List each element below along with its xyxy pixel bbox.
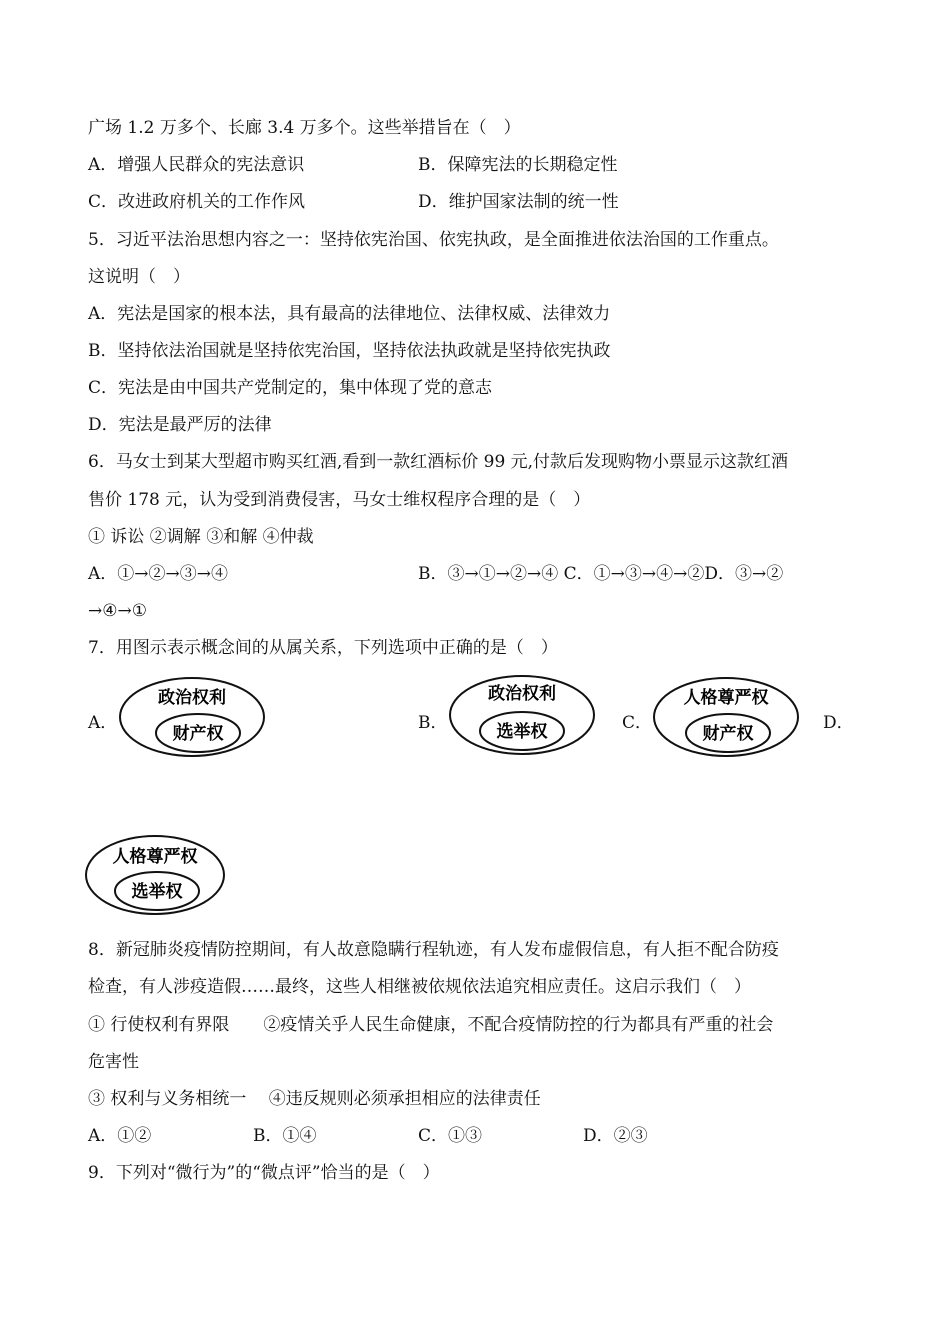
q8-stem-line1: 8．新冠肺炎疫情防控期间，有人故意隐瞒行程轨迹，有人发布虚假信息，有人拒不配合防疫 (88, 940, 779, 960)
q7-diagram-a (118, 676, 266, 758)
q4-option-c: C．改进政府机关的工作作风 (88, 192, 306, 212)
q7-b-outer-label: 政治权利 (488, 684, 556, 704)
q7-stem: 7．用图示表示概念间的从属关系，下列选项中正确的是（ ） (88, 638, 558, 658)
q5-stem-line1: 5．习近平法治思想内容之一：坚持依宪治国、依宪执政，是全面推进依法治国的工作重点。 (88, 230, 779, 250)
q8-option-b: B．①④ (253, 1126, 317, 1146)
q5-stem-line2: 这说明（ ） (88, 267, 190, 287)
q7-a-outer-label: 政治权利 (158, 688, 226, 708)
q5-option-a: A．宪法是国家的根本法，具有最高的法律地位、法律权威、法律效力 (88, 304, 611, 324)
q5-option-d: D．宪法是最严厉的法律 (88, 415, 272, 435)
q7-diagram-c (652, 676, 800, 758)
q8-option-d: D．②③ (583, 1126, 648, 1146)
q4-option-d: D．维护国家法制的统一性 (418, 192, 619, 212)
q5-option-b: B．坚持依法治国就是坚持依宪治国，坚持依法执政就是坚持依宪执政 (88, 341, 611, 361)
q6-options-bcd: B．③→①→②→④ C．①→③→④→②D．③→② (418, 564, 784, 584)
q4-option-b: B．保障宪法的长期稳定性 (418, 155, 618, 175)
q8-item-2-cont: 危害性 (88, 1052, 139, 1072)
q7-c-inner-label: 财产权 (702, 724, 754, 744)
q7-diagram-d (84, 834, 228, 916)
q7-option-c-label: C． (622, 713, 653, 733)
q7-option-d-label: D． (823, 713, 854, 733)
q7-d-outer-label: 人格尊严权 (112, 847, 198, 867)
q6-option-d-continued: →④→① (88, 601, 147, 621)
q7-option-b-label: B． (418, 713, 448, 733)
q9-stem: 9．下列对“微行为”的“微点评”恰当的是（ ） (88, 1163, 440, 1183)
q7-b-inner-label: 选举权 (496, 722, 548, 742)
q7-a-inner-label: 财产权 (172, 724, 224, 744)
q7-c-outer-label: 人格尊严权 (683, 688, 769, 708)
q4-option-a: A．增强人民群众的宪法意识 (88, 155, 305, 175)
q7-d-inner-label: 选举权 (131, 882, 183, 902)
q5-option-c: C．宪法是由中国共产党制定的，集中体现了党的意志 (88, 378, 493, 398)
q6-stem-line2: 售价 178 元，认为受到消费侵害，马女士维权程序合理的是（ ） (88, 490, 591, 510)
q8-item-1-2: ① 行使权利有界限 ②疫情关乎人民生命健康，不配合疫情防控的行为都具有严重的社会 (88, 1015, 774, 1035)
q7-option-a-label: A． (88, 713, 118, 733)
q8-stem-line2: 检查，有人涉疫造假……最终，这些人相继被依规依法追究相应责任。这启示我们（ ） (88, 977, 751, 997)
q8-item-3-4: ③ 权利与义务相统一 ④违反规则必须承担相应的法律责任 (88, 1089, 541, 1109)
q4-stem-tail: 广场 1.2 万多个、长廊 3.4 万多个。这些举措旨在（ ） (88, 118, 521, 138)
q8-option-a: A．①② (88, 1126, 152, 1146)
q7-diagram-b (448, 674, 596, 756)
q6-stem-line1: 6．马女士到某大型超市购买红酒,看到一款红酒标价 99 元,付款后发现购物小票显示这款红酒 (88, 452, 789, 472)
q8-option-c: C．①③ (418, 1126, 483, 1146)
q6-items: ① 诉讼 ②调解 ③和解 ④仲裁 (88, 527, 314, 547)
q6-option-a: A．①→②→③→④ (88, 564, 229, 584)
